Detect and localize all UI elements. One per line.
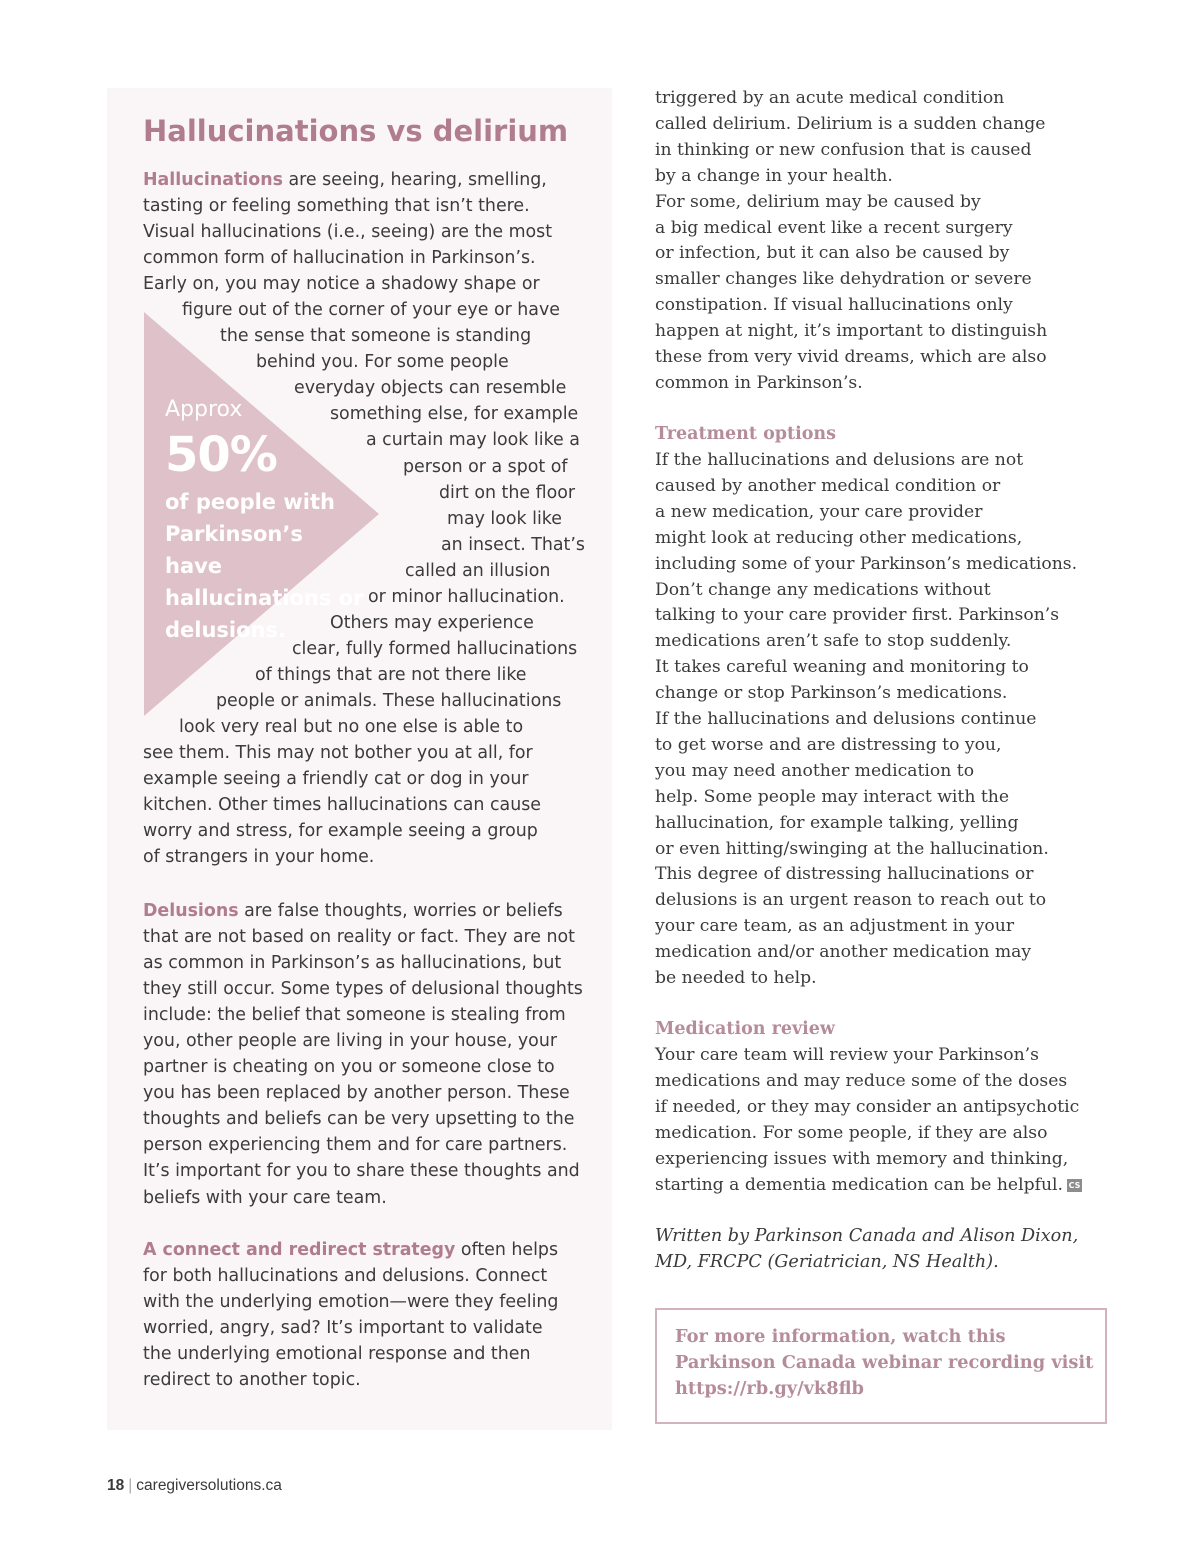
term-highlight: Hallucinations [143,170,283,190]
body-text-line: change or stop Parkinson’s medications. [655,683,1008,704]
sidebar-text-line: as common in Parkinson’s as hallucinations, but [143,953,562,974]
term-highlight: A connect and redirect strategy [143,1240,456,1260]
callout-line: Parkinson’s have [165,522,303,578]
body-text-line: or infection, but it can also be caused by [655,243,1010,264]
body-text-line: triggered by an acute medical condition [655,88,1005,108]
body-text-line: It takes careful weaning and monitoring to [655,657,1029,678]
body-text-line: medication. For some people, if they are also [655,1122,1048,1143]
body-text-line: smaller changes like dehydration or severe [655,269,1032,290]
term-highlight: Delusions [143,901,239,921]
body-text-line: Don’t change any medications without [655,579,991,600]
section-heading-treatment: Treatment options [655,424,836,444]
footer-separator: | [128,1477,133,1494]
term-line-rest: are false thoughts, worries or beliefs [238,901,563,921]
body-text-line: you may need another medication to [655,760,975,781]
body-text-line: by a change in your health. [655,165,893,186]
sidebar-text-line: you has been replaced by another person. These [143,1083,570,1104]
sidebar-text-line: worried, angry, sad? It’s important to validate [143,1318,543,1339]
sidebar-text-line: person or a spot of [403,456,568,477]
sidebar-text-line: a curtain may look like a [366,430,580,451]
sidebar-text-line: the underlying emotional response and then [143,1344,531,1365]
body-text-line: these from very vivid dreams, which are also [655,347,1047,367]
sidebar-text-line: beliefs with your care team. [143,1187,387,1208]
sidebar-text-line: of things that are not there like [255,664,527,685]
sidebar-text-line: an insect. That’s [441,534,585,555]
sidebar-text-line: may look like [447,508,562,529]
body-text-line: For some, delirium may be caused by [655,191,981,212]
paragraph-lead-line [143,901,563,921]
callout-stat [165,396,365,646]
page-footer [107,1477,282,1495]
sidebar-text-line: example seeing a friendly cat or dog in your [143,769,529,790]
body-text-line: be needed to help. [655,968,817,988]
section-heading-medication: Medication review [655,1019,835,1039]
callout-line: hallucinations or [165,586,364,610]
sidebar-text-line: the sense that someone is standing [220,326,532,347]
sidebar-text-line: they still occur. Some types of delusional thoughts [143,979,583,1000]
body-text-line: help. Some people may interact with the [655,786,1009,807]
sidebar-text-line: see them. This may not bother you at all, for [143,743,533,764]
body-text-line: caused by another medical condition or [655,475,1001,496]
sidebar-text-line: It’s important for you to share these thoughts and [143,1161,580,1182]
paragraph-lead-line [143,170,547,190]
sidebar-text-line: include: the belief that someone is stealing from [143,1005,566,1026]
callout-prefix: Approx [165,397,243,422]
sidebar-text-line: everyday objects can resemble [294,378,567,399]
sidebar-text-line: redirect to another topic. [143,1370,361,1391]
sidebar-text-line: of strangers in your home. [143,847,375,868]
body-text-line: delusions is an urgent reason to reach out to [655,890,1047,911]
body-text-line: a big medical event like a recent surgery [655,217,1013,238]
body-text-line: to get worse and are distressing to you, [655,734,1002,755]
body-text-line: might look at reducing other medications, [655,527,1023,548]
body-text-line: talking to your care provider first. Parkinson’s [655,605,1060,626]
sidebar-text-line: called an illusion [405,560,551,581]
body-text-line: common in Parkinson’s. [655,372,863,393]
body-text-line: hallucination, for example talking, yelling [655,812,1019,833]
author-credit-line: Written by Parkinson Canada and Alison Dixon, [655,1226,1079,1246]
body-text-line: If the hallucinations and delusions are not [655,450,1024,470]
body-text-line: medications aren’t safe to stop suddenly. [655,631,1012,652]
sidebar-text-line: dirt on the floor [439,482,576,503]
sidebar-text-line: behind you. For some people [256,352,509,373]
body-text-line: experiencing issues with memory and thinking, [655,1148,1069,1169]
sidebar-text-line: partner is cheating on you or someone close to [143,1057,555,1078]
body-text-line: including some of your Parkinson’s medications. [655,553,1078,574]
sidebar-text-line: worry and stress, for example seeing a group [143,821,538,842]
end-mark-icon: CS [1068,1180,1081,1190]
sidebar-text-line: Early on, you may notice a shadowy shape or [143,274,540,295]
sidebar-text-line: people or animals. These hallucinations [216,690,562,711]
callout-line: of people with [165,490,335,514]
sidebar-text-line: thoughts and beliefs can be very upsetting to the [143,1109,575,1130]
sidebar-text-line: with the underlying emotion—were they feeling [143,1292,559,1313]
body-text-line: your care team, as an adjustment in your [655,916,1015,937]
sidebar-text-line: common form of hallucination in Parkinson’s. [143,248,536,269]
term-line-rest: often helps [455,1240,559,1260]
body-text-line: happen at night, it’s important to distinguish [655,321,1048,342]
sidebar-text-line: figure out of the corner of your eye or have [182,300,560,321]
footer-site: caregiversolutions.ca [136,1477,282,1494]
sidebar-text-line: kitchen. Other times hallucinations can cause [143,795,541,816]
body-text-line: in thinking or new confusion that is caused [655,139,1032,160]
author-credit-line: MD, FRCPC (Geriatrician, NS Health). [655,1251,999,1272]
callout-line: delusions. [165,618,286,642]
body-text-line: If the hallucinations and delusions continue [655,709,1037,729]
sidebar-text-line: something else, for example [330,404,579,425]
info-box-line: For more information, watch this [675,1326,1006,1347]
sidebar-text-line: that are not based on reality or fact. They are not [143,927,575,947]
body-text-line: if needed, or they may consider an antipsychotic [655,1096,1080,1117]
sidebar-text-line: clear, fully formed hallucinations [292,638,578,659]
info-box-link[interactable]: https://rb.gy/vk8flb [675,1378,864,1399]
sidebar-text-line: or minor hallucination. [368,586,565,607]
page-number: 18 [107,1477,125,1494]
sidebar-text-line: look very real but no one else is able to [179,717,524,737]
body-text-line: called delirium. Delirium is a sudden change [655,113,1046,134]
body-text-line: or even hitting/swinging at the hallucination. [655,838,1049,859]
body-text-line: a new medication, your care provider [655,501,983,522]
callout-percentage: 50% [165,427,277,483]
term-line-rest: are seeing, hearing, smelling, [282,170,547,190]
body-text-line: Your care team will review your Parkinson’s [655,1045,1039,1065]
sidebar-text-line: Visual hallucinations (i.e., seeing) are the most [143,222,553,243]
paragraph-lead-line [143,1240,558,1260]
body-text-line: starting a dementia medication can be helpful. CS [655,1174,1081,1195]
body-text-line: This degree of distressing hallucinations or [655,864,1034,885]
info-box-line: Parkinson Canada webinar recording visit [675,1352,1094,1373]
sidebar-title: Hallucinations vs delirium [143,114,569,148]
body-text-line: medications and may reduce some of the doses [655,1070,1068,1091]
sidebar-text-line: tasting or feeling something that isn’t there. [143,196,530,216]
body-text-line: medication and/or another medication may [655,942,1032,963]
body-text-line: constipation. If visual hallucinations only [655,295,1013,316]
sidebar-text-line: you, other people are living in your house, your [143,1031,557,1052]
sidebar-text-line: for both hallucinations and delusions. Connect [143,1266,548,1286]
sidebar-text-line: Others may experience [330,612,534,633]
sidebar-text-line: person experiencing them and for care partners. [143,1135,568,1156]
